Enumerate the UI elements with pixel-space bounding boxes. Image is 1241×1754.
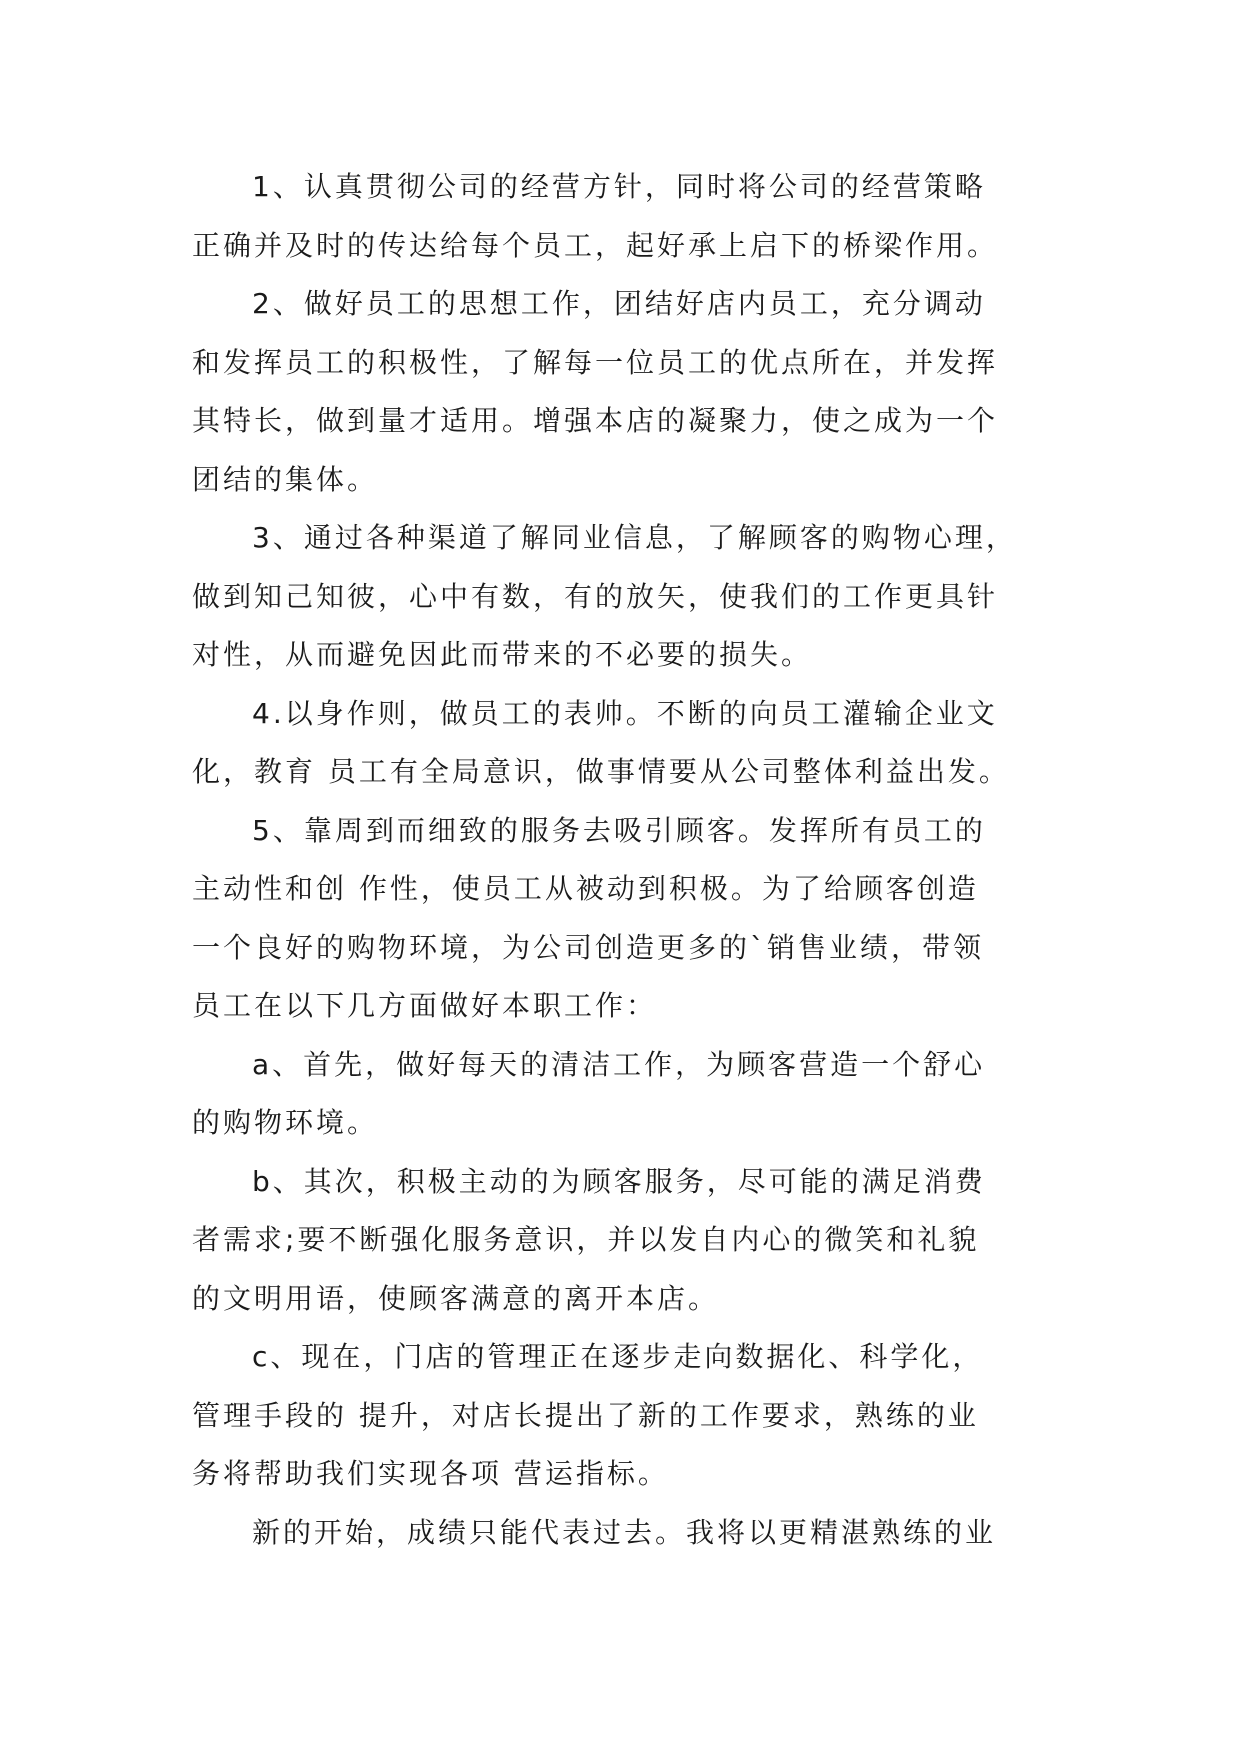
paragraph-c-line-2: 管理手段的 提升，对店长提出了新的工作要求，熟练的业 (192, 1398, 979, 1432)
paragraph-a-line-1: a、首先，做好每天的清洁工作，为顾客营造一个舒心 (252, 1047, 986, 1081)
paragraph-4-line-2: 化，教育 员工有全局意识，做事情要从公司整体利益出发。 (192, 755, 1010, 788)
paragraph-b-line-1: b、其次，积极主动的为顾客服务，尽可能的满足消费 (252, 1164, 986, 1198)
paragraph-2-line-4: 团结的集体。 (192, 462, 379, 496)
paragraph-5-line-2: 主动性和创 作性，使员工从被动到积极。为了给顾客创造 (192, 872, 979, 905)
paragraph-a-line-2: 的购物环境。 (192, 1106, 379, 1139)
paragraph-2-line-1: 2、做好员工的思想工作，团结好店内员工，充分调动 (252, 287, 986, 320)
paragraph-5-line-4: 员工在以下几方面做好本职工作： (192, 989, 658, 1022)
paragraph-1-line-1: 1、认真贯彻公司的经营方针，同时将公司的经营策略 (252, 170, 986, 203)
paragraph-5-line-1: 5、靠周到而细致的服务去吸引顾客。发挥所有员工的 (252, 813, 986, 847)
paragraph-b-line-2: 者需求;要不断强化服务意识，并以发自内心的微笑和礼貌 (192, 1223, 980, 1256)
paragraph-b-line-3: 的文明用语，使顾客满意的离开本店。 (192, 1281, 720, 1315)
paragraph-6-line-1: 新的开始，成绩只能代表过去。我将以更精湛熟练的业 (252, 1515, 997, 1549)
paragraph-2-line-2: 和发挥员工的积极性，了解每一位员工的优点所在，并发挥 (192, 345, 999, 379)
paragraph-c-line-3: 务将帮助我们实现各项 营运指标。 (192, 1457, 669, 1490)
paragraph-3-line-2: 做到知己知彼，心中有数，有的放矢，使我们的工作更具针 (192, 579, 999, 613)
document-body (192, 158, 1052, 1562)
paragraph-1-line-2: 正确并及时的传达给每个员工，起好承上启下的桥梁作用。 (192, 228, 999, 262)
paragraph-c-line-1: c、现在，门店的管理正在逐步走向数据化、科学化， (252, 1340, 984, 1373)
paragraph-5-line-3: 一个良好的购物环境，为公司创造更多的`销售业绩，带领 (192, 930, 985, 964)
paragraph-4-line-1: 4.以身作则，做员工的表帅。不断的向员工灌输企业文 (252, 696, 998, 730)
paragraph-3-line-1: 3、通过各种渠道了解同业信息，了解顾客的购物心理， (252, 521, 1017, 554)
paragraph-2-line-3: 其特长，做到量才适用。增强本店的凝聚力，使之成为一个 (192, 404, 999, 437)
paragraph-3-line-3: 对性，从而避免因此而带来的不必要的损失。 (192, 638, 813, 671)
